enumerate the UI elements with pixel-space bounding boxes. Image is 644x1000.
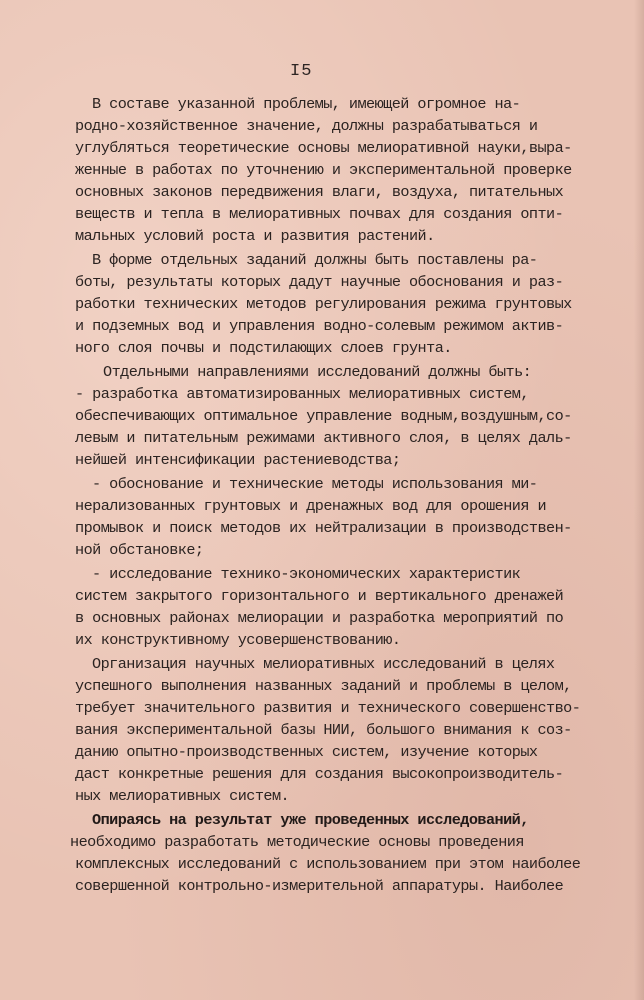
text-line: В форме отдельных заданий должны быть поставлены ра- — [92, 251, 538, 269]
text-line: мальных условий роста и развития растений. — [75, 227, 435, 245]
text-line: успешного выполнения названных заданий и проблемы в целом, — [75, 677, 572, 695]
text-line: вания экспериментальной базы НИИ, большого внимания к соз- — [75, 721, 572, 739]
text-line: веществ и тепла в мелиоративных почвах для создания опти- — [75, 205, 564, 223]
text-line: родно-хозяйственное значение, должны разрабатываться и — [75, 117, 538, 135]
text-line: углубляться теоретические основы мелиоративной науки,выра- — [75, 139, 572, 157]
text-line: обеспечивающих оптимальное управление водным,воздушным,со- — [75, 407, 572, 425]
text-line: работки технических методов регулирования режима грунтовых — [75, 295, 572, 313]
text-line: систем закрытого горизонтального и вертикального дренажей — [75, 587, 564, 605]
text-line: - обоснование и технические методы использования ми- — [92, 475, 538, 493]
text-line: нерализованных грунтовых и дренажных вод для орошения и — [75, 497, 547, 515]
text-line: и подземных вод и управления водно-солевым режимом актив- — [75, 317, 564, 335]
text-line: В составе указанной проблемы, имеющей огромное на- — [92, 95, 521, 113]
text-line: Опираясь на результат уже проведенных исследований, — [92, 811, 529, 829]
text-line: ной обстановке; — [75, 541, 204, 559]
text-line: требует значительного развития и технического совершенство- — [75, 699, 581, 717]
text-line: Отдельными направлениями исследований должны быть: — [103, 363, 532, 381]
text-line: совершенной контрольно-измерительной аппаратуры. Наиболее — [75, 877, 564, 895]
text-line: даст конкретные решения для создания высокопроизводитель- — [75, 765, 564, 783]
text-line: основных законов передвижения влаги, воздуха, питательных — [75, 183, 564, 201]
text-line: ного слоя почвы и подстилающих слоев грунта. — [75, 339, 452, 357]
text-line: их конструктивному усовершенствованию. — [75, 631, 401, 649]
text-line: необходимо разработать методические основы проведения — [70, 833, 524, 851]
text-line: нейшей интенсификации растениеводства; — [75, 451, 401, 469]
text-line: левым и питательным режимами активного слоя, в целях даль- — [75, 429, 572, 447]
text-line: ных мелиоративных систем. — [75, 787, 290, 805]
text-line: в основных районах мелиорации и разработка мероприятий по — [75, 609, 564, 627]
text-line: женные в работах по уточнению и экспериментальной проверке — [75, 161, 572, 179]
text-line: Организация научных мелиоративных исследований в целях — [92, 655, 555, 673]
page-edge-shadow — [634, 0, 644, 1000]
text-line: - исследование технико-экономических характеристик — [92, 565, 521, 583]
text-line: данию опытно-производственных систем, изучение которых — [75, 743, 538, 761]
text-line: - разработка автоматизированных мелиоративных систем, — [75, 385, 529, 403]
page-number: I5 — [290, 62, 313, 81]
text-line: боты, результаты которых дадут научные обоснования и раз- — [75, 273, 564, 291]
text-line: комплексных исследований с использованием при этом наиболее — [75, 855, 581, 873]
text-line: промывок и поиск методов их нейтрализации в производствен- — [75, 519, 572, 537]
